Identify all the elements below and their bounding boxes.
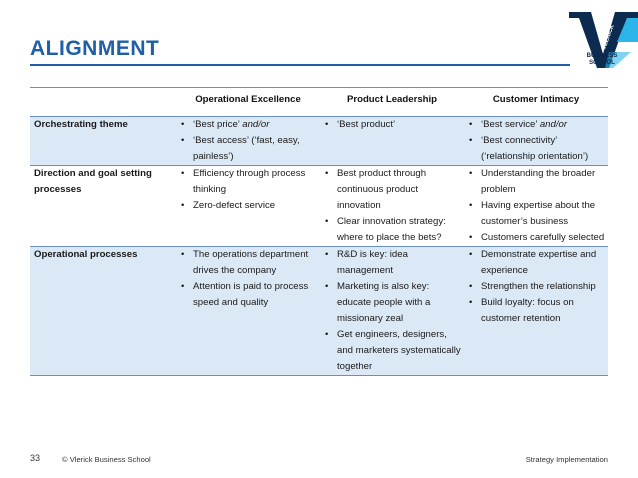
bullet-icon: • bbox=[469, 232, 473, 243]
bullet-icon: • bbox=[469, 249, 473, 260]
bullet-icon: • bbox=[469, 200, 473, 211]
list-item bbox=[180, 133, 317, 165]
list-item-text: ‘Best product’ bbox=[337, 119, 396, 130]
list-item bbox=[180, 117, 317, 133]
bullet-list bbox=[180, 117, 317, 165]
page-number: 33 bbox=[30, 453, 41, 463]
list-item bbox=[180, 247, 317, 279]
bullet-list bbox=[324, 117, 461, 133]
list-item bbox=[324, 166, 461, 214]
row-heading: Direction and goal setting processes bbox=[34, 168, 152, 195]
alignment-table bbox=[30, 87, 608, 376]
logo-line-business: BUSINESS bbox=[586, 53, 618, 59]
list-item-text: ‘Best access’ (‘fast, easy, painless’) bbox=[193, 135, 300, 162]
list-item bbox=[468, 247, 605, 279]
list-item-text: Efficiency through process thinking bbox=[193, 168, 306, 195]
list-item-text: Demonstrate expertise and experience bbox=[481, 249, 597, 276]
list-item bbox=[468, 279, 605, 295]
list-item-text: Attention is paid to process speed and quality bbox=[193, 281, 309, 308]
table-header-row bbox=[30, 88, 608, 117]
header-operational-excellence: Operational Excellence bbox=[195, 94, 301, 105]
bullet-list bbox=[324, 247, 461, 375]
bullet-icon: • bbox=[181, 249, 185, 260]
list-item-text: R&D is key: idea management bbox=[337, 249, 408, 276]
list-item bbox=[468, 166, 605, 198]
header-customer-intimacy: Customer Intimacy bbox=[492, 94, 580, 105]
title-divider bbox=[30, 64, 570, 66]
header-product-leadership: Product Leadership bbox=[346, 94, 438, 105]
bullet-icon: • bbox=[325, 168, 329, 179]
list-item bbox=[468, 133, 605, 165]
list-item bbox=[180, 198, 317, 214]
bullet-list bbox=[468, 117, 605, 165]
bullet-list bbox=[324, 166, 461, 246]
bullet-icon: • bbox=[325, 281, 329, 292]
list-item-text: Get engineers, designers, and marketers systematically together bbox=[337, 329, 461, 372]
table-cell bbox=[320, 247, 464, 376]
bullet-icon: • bbox=[325, 329, 329, 340]
table-cell bbox=[176, 166, 320, 247]
list-item-text: Zero-defect service bbox=[193, 200, 276, 211]
table-cell bbox=[176, 117, 320, 166]
table-cell bbox=[176, 247, 320, 376]
bullet-list bbox=[468, 166, 605, 246]
bullet-list bbox=[468, 247, 605, 327]
row-heading: Operational processes bbox=[34, 249, 138, 260]
bullet-list bbox=[180, 247, 317, 311]
bullet-icon: • bbox=[325, 249, 329, 260]
list-item-text: Clear innovation strategy: where to place the bets? bbox=[337, 216, 446, 243]
list-item bbox=[468, 198, 605, 230]
list-item bbox=[468, 295, 605, 327]
header-empty bbox=[30, 88, 176, 117]
bullet-icon: • bbox=[181, 135, 185, 146]
list-item-text: ‘Best connectivity’ (‘relationship orientation’) bbox=[481, 135, 589, 162]
table-row bbox=[30, 117, 608, 166]
list-item-text: Marketing is also key: educate people with a missionary zeal bbox=[337, 281, 431, 324]
table-cell bbox=[464, 117, 608, 166]
bullet-icon: • bbox=[325, 119, 329, 130]
bullet-icon: • bbox=[181, 168, 185, 179]
list-item bbox=[324, 214, 461, 246]
footer-subject: Strategy Implementation bbox=[525, 455, 608, 464]
bullet-icon: • bbox=[469, 297, 473, 308]
table-cell bbox=[320, 166, 464, 247]
list-item bbox=[468, 117, 605, 133]
table-row bbox=[30, 247, 608, 376]
row-heading: Orchestrating theme bbox=[34, 119, 128, 130]
list-item bbox=[180, 166, 317, 198]
bullet-icon: • bbox=[469, 119, 473, 130]
list-item-text: ‘Best price’ and/or bbox=[193, 119, 270, 130]
list-item-text: Strengthen the relationship bbox=[481, 281, 596, 292]
list-item bbox=[324, 247, 461, 279]
copyright-text: © Vlerick Business School bbox=[62, 455, 151, 464]
list-item-text: ‘Best service’ and/or bbox=[481, 119, 568, 130]
logo-subtitle bbox=[574, 53, 630, 67]
bullet-icon: • bbox=[181, 200, 185, 211]
bullet-icon: • bbox=[181, 119, 185, 130]
list-item-text: Understanding the broader problem bbox=[481, 168, 596, 195]
bullet-list bbox=[180, 166, 317, 214]
logo-line-school: SCHOOL bbox=[589, 60, 615, 66]
bullet-icon: • bbox=[325, 216, 329, 227]
list-item bbox=[324, 117, 461, 133]
list-item bbox=[180, 279, 317, 311]
table-cell bbox=[464, 247, 608, 376]
svg-text:VLERICK: VLERICK bbox=[601, 23, 616, 51]
list-item bbox=[324, 279, 461, 327]
table-cell bbox=[464, 166, 608, 247]
list-item-text: Having expertise about the customer’s business bbox=[481, 200, 596, 227]
list-item bbox=[468, 230, 605, 246]
bullet-icon: • bbox=[469, 168, 473, 179]
bullet-icon: • bbox=[469, 281, 473, 292]
list-item-text: Customers carefully selected bbox=[481, 232, 605, 243]
list-item bbox=[324, 327, 461, 375]
bullet-icon: • bbox=[469, 135, 473, 146]
table-cell bbox=[320, 117, 464, 166]
table-row bbox=[30, 166, 608, 247]
bullet-icon: • bbox=[181, 281, 185, 292]
slide-title: ALIGNMENT bbox=[30, 37, 160, 60]
list-item-text: The operations department drives the company bbox=[193, 249, 309, 276]
list-item-text: Best product through continuous product innovation bbox=[337, 168, 427, 211]
list-item-text: Build loyalty: focus on customer retention bbox=[481, 297, 574, 324]
